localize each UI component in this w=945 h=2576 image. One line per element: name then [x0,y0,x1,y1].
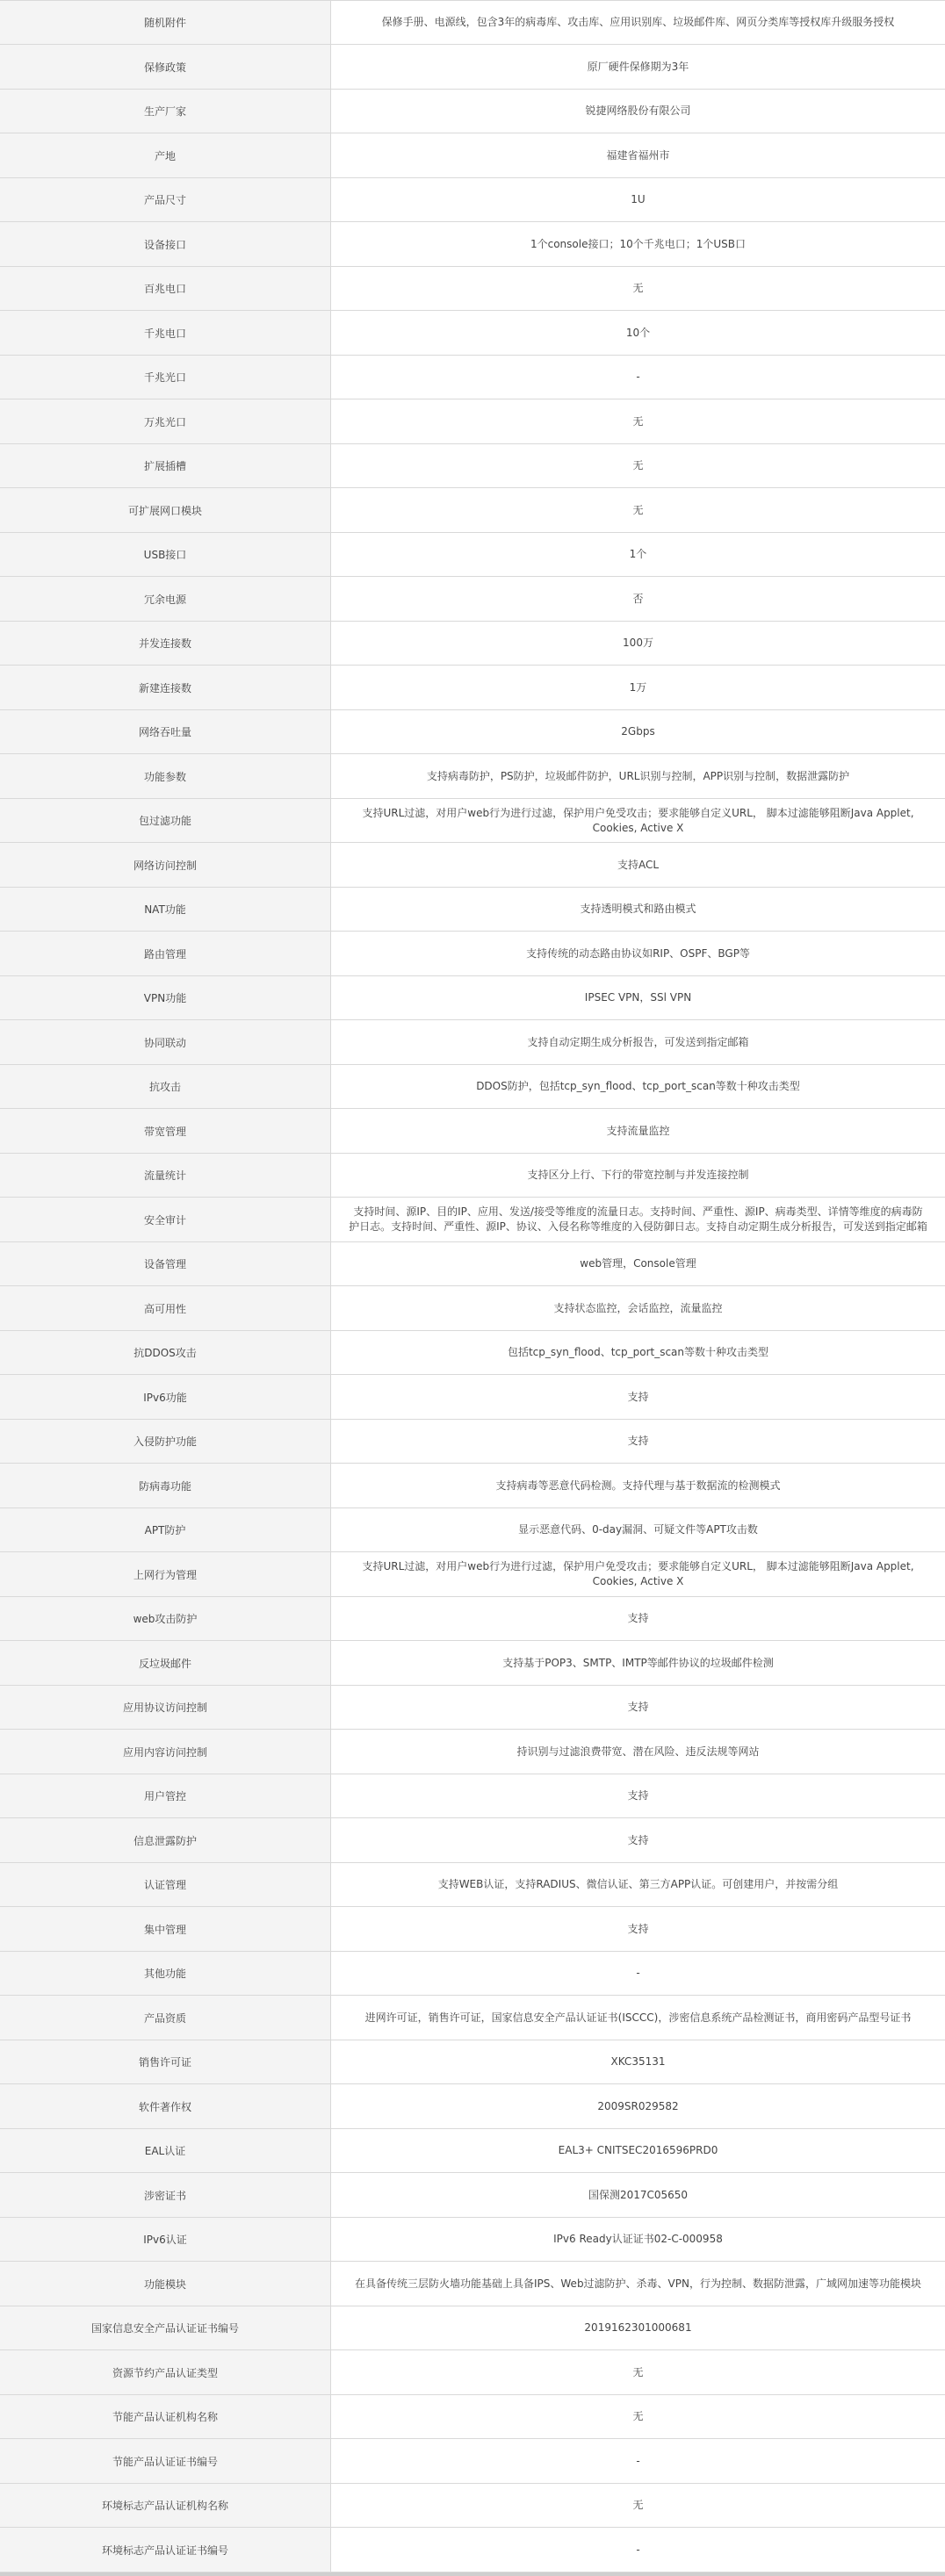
table-row [0,533,945,577]
spec-key: 产品尺寸 [0,178,331,221]
spec-value: 100万 [623,637,653,649]
spec-key: 千兆光口 [0,356,331,399]
table-row [0,1154,945,1198]
spec-key: 防病毒功能 [0,1464,331,1507]
spec-key: 环境标志产品认证证书编号 [0,2528,331,2572]
table-row [0,932,945,976]
spec-value: 支持病毒等恶意代码检测。支持代理与基于数据流的检测模式 [495,1479,781,1492]
table-row [0,1242,945,1286]
spec-key: 资源节约产品认证类型 [0,2350,331,2394]
table-row [0,2173,945,2218]
spec-key: 安全审计 [0,1198,331,1241]
table-row [0,2262,945,2306]
spec-key: 包过滤功能 [0,799,331,842]
spec-key: 用户管控 [0,1774,331,1817]
table-row [0,1198,945,1242]
table-row [0,222,945,267]
spec-key: 扩展插槽 [0,444,331,487]
spec-value: 支持 [627,1612,649,1624]
spec-value: - [636,371,640,383]
spec-key: 保修政策 [0,45,331,89]
spec-value: 包括tcp_syn_flood、tcp_port_scan等数十种攻击类型 [507,1346,769,1358]
spec-key: 新建连接数 [0,666,331,709]
spec-key: 万兆光口 [0,399,331,443]
spec-value: IPSEC VPN，SSl VPN [584,991,692,1004]
table-row [0,1109,945,1154]
spec-value: 1万 [629,680,647,694]
spec-value: 1U [631,193,646,205]
table-row [0,1863,945,1907]
spec-value: 支持 [627,1701,649,1713]
spec-key: 应用协议访问控制 [0,1686,331,1729]
spec-value: 国保测2017C05650 [588,2188,689,2201]
spec-value: 支持流量监控 [606,1124,670,1137]
table-row [0,488,945,533]
spec-value: 支持 [627,1390,649,1403]
spec-key: 并发连接数 [0,622,331,665]
table-row [0,1996,945,2040]
table-row [0,356,945,399]
table-row [0,577,945,622]
spec-key: USB接口 [0,533,331,576]
table-row [0,1420,945,1464]
table-row [0,1020,945,1065]
table-row [0,1597,945,1641]
spec-value: web管理，Console管理 [580,1257,696,1270]
spec-value: EAL3+ CNITSEC2016596PRD0 [558,2144,718,2156]
table-row [0,799,945,843]
spec-key: 认证管理 [0,1863,331,1906]
spec-value: 1个 [629,548,647,560]
spec-value: 进网许可证，销售许可证，国家信息安全产品认证证书(ISCCC)，涉密信息系统产品检测证书，商用密码产品型号证书 [364,2011,912,2024]
spec-key: 高可用性 [0,1286,331,1330]
spec-value: - [636,1967,640,1979]
spec-value: 支持区分上行、下行的带宽控制与并发连接控制 [527,1169,749,1181]
table-row [0,1552,945,1597]
spec-value: - [636,2454,640,2467]
spec-value: 2019162301000681 [584,2321,692,2334]
spec-key: 其他功能 [0,1952,331,1995]
spec-value: - [636,2543,640,2556]
spec-value: 无 [632,414,644,428]
spec-key: 软件著作权 [0,2084,331,2128]
spec-key: APT防护 [0,1508,331,1551]
spec-key: 节能产品认证证书编号 [0,2439,331,2483]
spec-value: 保修手册、电源线，包含3年的病毒库、攻击库、应用识别库、垃圾邮件库、网页分类库等授权库升级服务授权 [381,16,895,28]
table-row [0,1952,945,1996]
spec-key: EAL认证 [0,2129,331,2172]
table-row [0,178,945,222]
table-row [0,1774,945,1818]
spec-key: 涉密证书 [0,2173,331,2217]
spec-key: 冗余电源 [0,577,331,621]
table-row [0,2040,945,2084]
spec-key: 国家信息安全产品认证证书编号 [0,2306,331,2349]
spec-key: 路由管理 [0,932,331,975]
table-row [0,1065,945,1109]
spec-value: 否 [632,592,644,605]
spec-value: DDOS防护，包括tcp_syn_flood、tcp_port_scan等数十种攻击类型 [476,1080,800,1092]
spec-value: 1个console接口；10个千兆电口；1个USB口 [530,237,747,250]
spec-key: 环境标志产品认证机构名称 [0,2484,331,2527]
table-row [0,976,945,1020]
spec-key: 抗DDOS攻击 [0,1331,331,1374]
spec-key: IPv6功能 [0,1375,331,1419]
table-row [0,666,945,710]
spec-key: 网络吞吐量 [0,710,331,753]
spec-key: 功能模块 [0,2262,331,2306]
spec-value: IPv6 Ready认证证书02-C-000958 [553,2233,723,2245]
spec-key: 带宽管理 [0,1109,331,1153]
spec-value: 支持WEB认证，支持RADIUS、微信认证、第三方APP认证。可创建用户，并按需分组 [437,1878,839,1890]
spec-key: 流量统计 [0,1154,331,1197]
spec-value: 支持病毒防护，PS防护，垃圾邮件防护，URL识别与控制，APP识别与控制，数据泄露防护 [426,769,850,782]
table-row [0,2129,945,2173]
table-row [0,133,945,178]
spec-value: 无 [632,282,644,294]
table-row [0,843,945,888]
spec-key: VPN功能 [0,976,331,1019]
spec-value: 在具备传统三层防火墙功能基础上具备IPS、Web过滤防护、杀毒、VPN，行为控制、数据防泄露，广域网加速等功能模块 [355,2277,921,2290]
spec-value: 原厂硬件保修期为3年 [587,60,689,73]
spec-key: 产地 [0,133,331,177]
table-row [0,2084,945,2129]
table-row [0,710,945,754]
table-row [0,1641,945,1686]
spec-value: 支持URL过滤，对用户web行为进行过滤，保护用户免受攻击；要求能够自定义URL， 脚本过滤能够阻断Java Applet, Cookies, Active X [362,1560,914,1587]
spec-value: 支持ACL [617,858,660,871]
table-row [0,1907,945,1952]
spec-value: 持识别与过滤浪费带宽、潜在风险、违反法规等网站 [516,1745,760,1758]
spec-key: web攻击防护 [0,1597,331,1640]
table-row [0,90,945,133]
spec-key: 集中管理 [0,1907,331,1951]
bottom-divider [0,2572,945,2576]
spec-value: 支持时间、源IP、目的IP、应用、发送/接受等维度的流量日志。支持时间、严重性、源IP、病毒类型、详情等维度的病毒防护日志。支持时间、严重性、源IP、协议、入侵名称等维度的入侵防御日志。支持自动定期生成分析报告，可发送到指定邮箱 [349,1205,927,1233]
table-row [0,444,945,488]
spec-key: 入侵防护功能 [0,1420,331,1463]
spec-key: IPv6认证 [0,2218,331,2261]
spec-key: 随机附件 [0,1,331,44]
table-row [0,1286,945,1331]
spec-key: 信息泄露防护 [0,1818,331,1862]
spec-key: 应用内容访问控制 [0,1730,331,1774]
spec-value: 2Gbps [621,725,655,738]
spec-key: 销售许可证 [0,2040,331,2083]
spec-value: 支持传统的动态路由协议如RIP、OSPF、BGP等 [526,946,750,960]
spec-value: XKC35131 [610,2055,666,2068]
spec-value: 无 [632,2499,644,2511]
spec-value: 支持 [627,1789,649,1802]
spec-value: 支持透明模式和路由模式 [580,903,696,915]
table-row [0,2306,945,2350]
spec-value: 支持状态监控，会话监控，流量监控 [553,1301,723,1314]
spec-value: 显示恶意代码、0-day漏洞、可疑文件等APT攻击数 [518,1523,758,1536]
table-row [0,2528,945,2572]
spec-value: 支持 [627,1435,649,1447]
table-row [0,399,945,444]
table-row [0,45,945,90]
table-row [0,1331,945,1375]
spec-key: 设备管理 [0,1242,331,1285]
spec-value: 支持URL过滤，对用户web行为进行过滤，保护用户免受攻击；要求能够自定义URL， 脚本过滤能够阻断Java Applet, Cookies, Active X [362,806,914,834]
spec-value: 支持自动定期生成分析报告，可发送到指定邮箱 [527,1035,749,1048]
spec-key: 网络访问控制 [0,843,331,887]
spec-value: 支持基于POP3、SMTP、IMTP等邮件协议的垃圾邮件检测 [502,1656,774,1669]
table-row [0,888,945,932]
spec-key: 产品资质 [0,1996,331,2040]
spec-value: 无 [632,2410,644,2422]
spec-value: 10个 [625,326,651,339]
spec-value: 锐捷网络股份有限公司 [585,104,691,117]
table-row [0,2350,945,2395]
table-row [0,2439,945,2484]
spec-key: 百兆电口 [0,267,331,310]
spec-value: 支持 [627,1833,649,1846]
table-row [0,1508,945,1552]
table-row [0,1375,945,1420]
table-row [0,2484,945,2528]
spec-key: 上网行为管理 [0,1552,331,1596]
spec-key: 协同联动 [0,1020,331,1064]
spec-value: 支持 [627,1922,649,1935]
spec-key: 抗攻击 [0,1065,331,1108]
table-row [0,267,945,311]
spec-value: 福建省福州市 [606,148,670,162]
table-row [0,2218,945,2262]
spec-value: 无 [632,2365,644,2378]
table-row [0,1464,945,1508]
spec-key: 节能产品认证机构名称 [0,2395,331,2438]
spec-value: 无 [632,503,644,516]
table-row [0,2395,945,2439]
spec-key: 可扩展网口模块 [0,488,331,532]
spec-key: NAT功能 [0,888,331,931]
table-row [0,1730,945,1774]
table-row [0,622,945,666]
table-row [0,311,945,356]
table-row [0,1686,945,1730]
spec-value: 2009SR029582 [597,2099,679,2112]
spec-key: 设备接口 [0,222,331,266]
spec-key: 千兆电口 [0,311,331,355]
table-row [0,754,945,799]
spec-key: 反垃圾邮件 [0,1641,331,1685]
spec-key: 功能参数 [0,754,331,798]
table-row [0,1818,945,1863]
spec-value: 无 [632,459,644,471]
table-row [0,1,945,45]
spec-key: 生产厂家 [0,90,331,133]
